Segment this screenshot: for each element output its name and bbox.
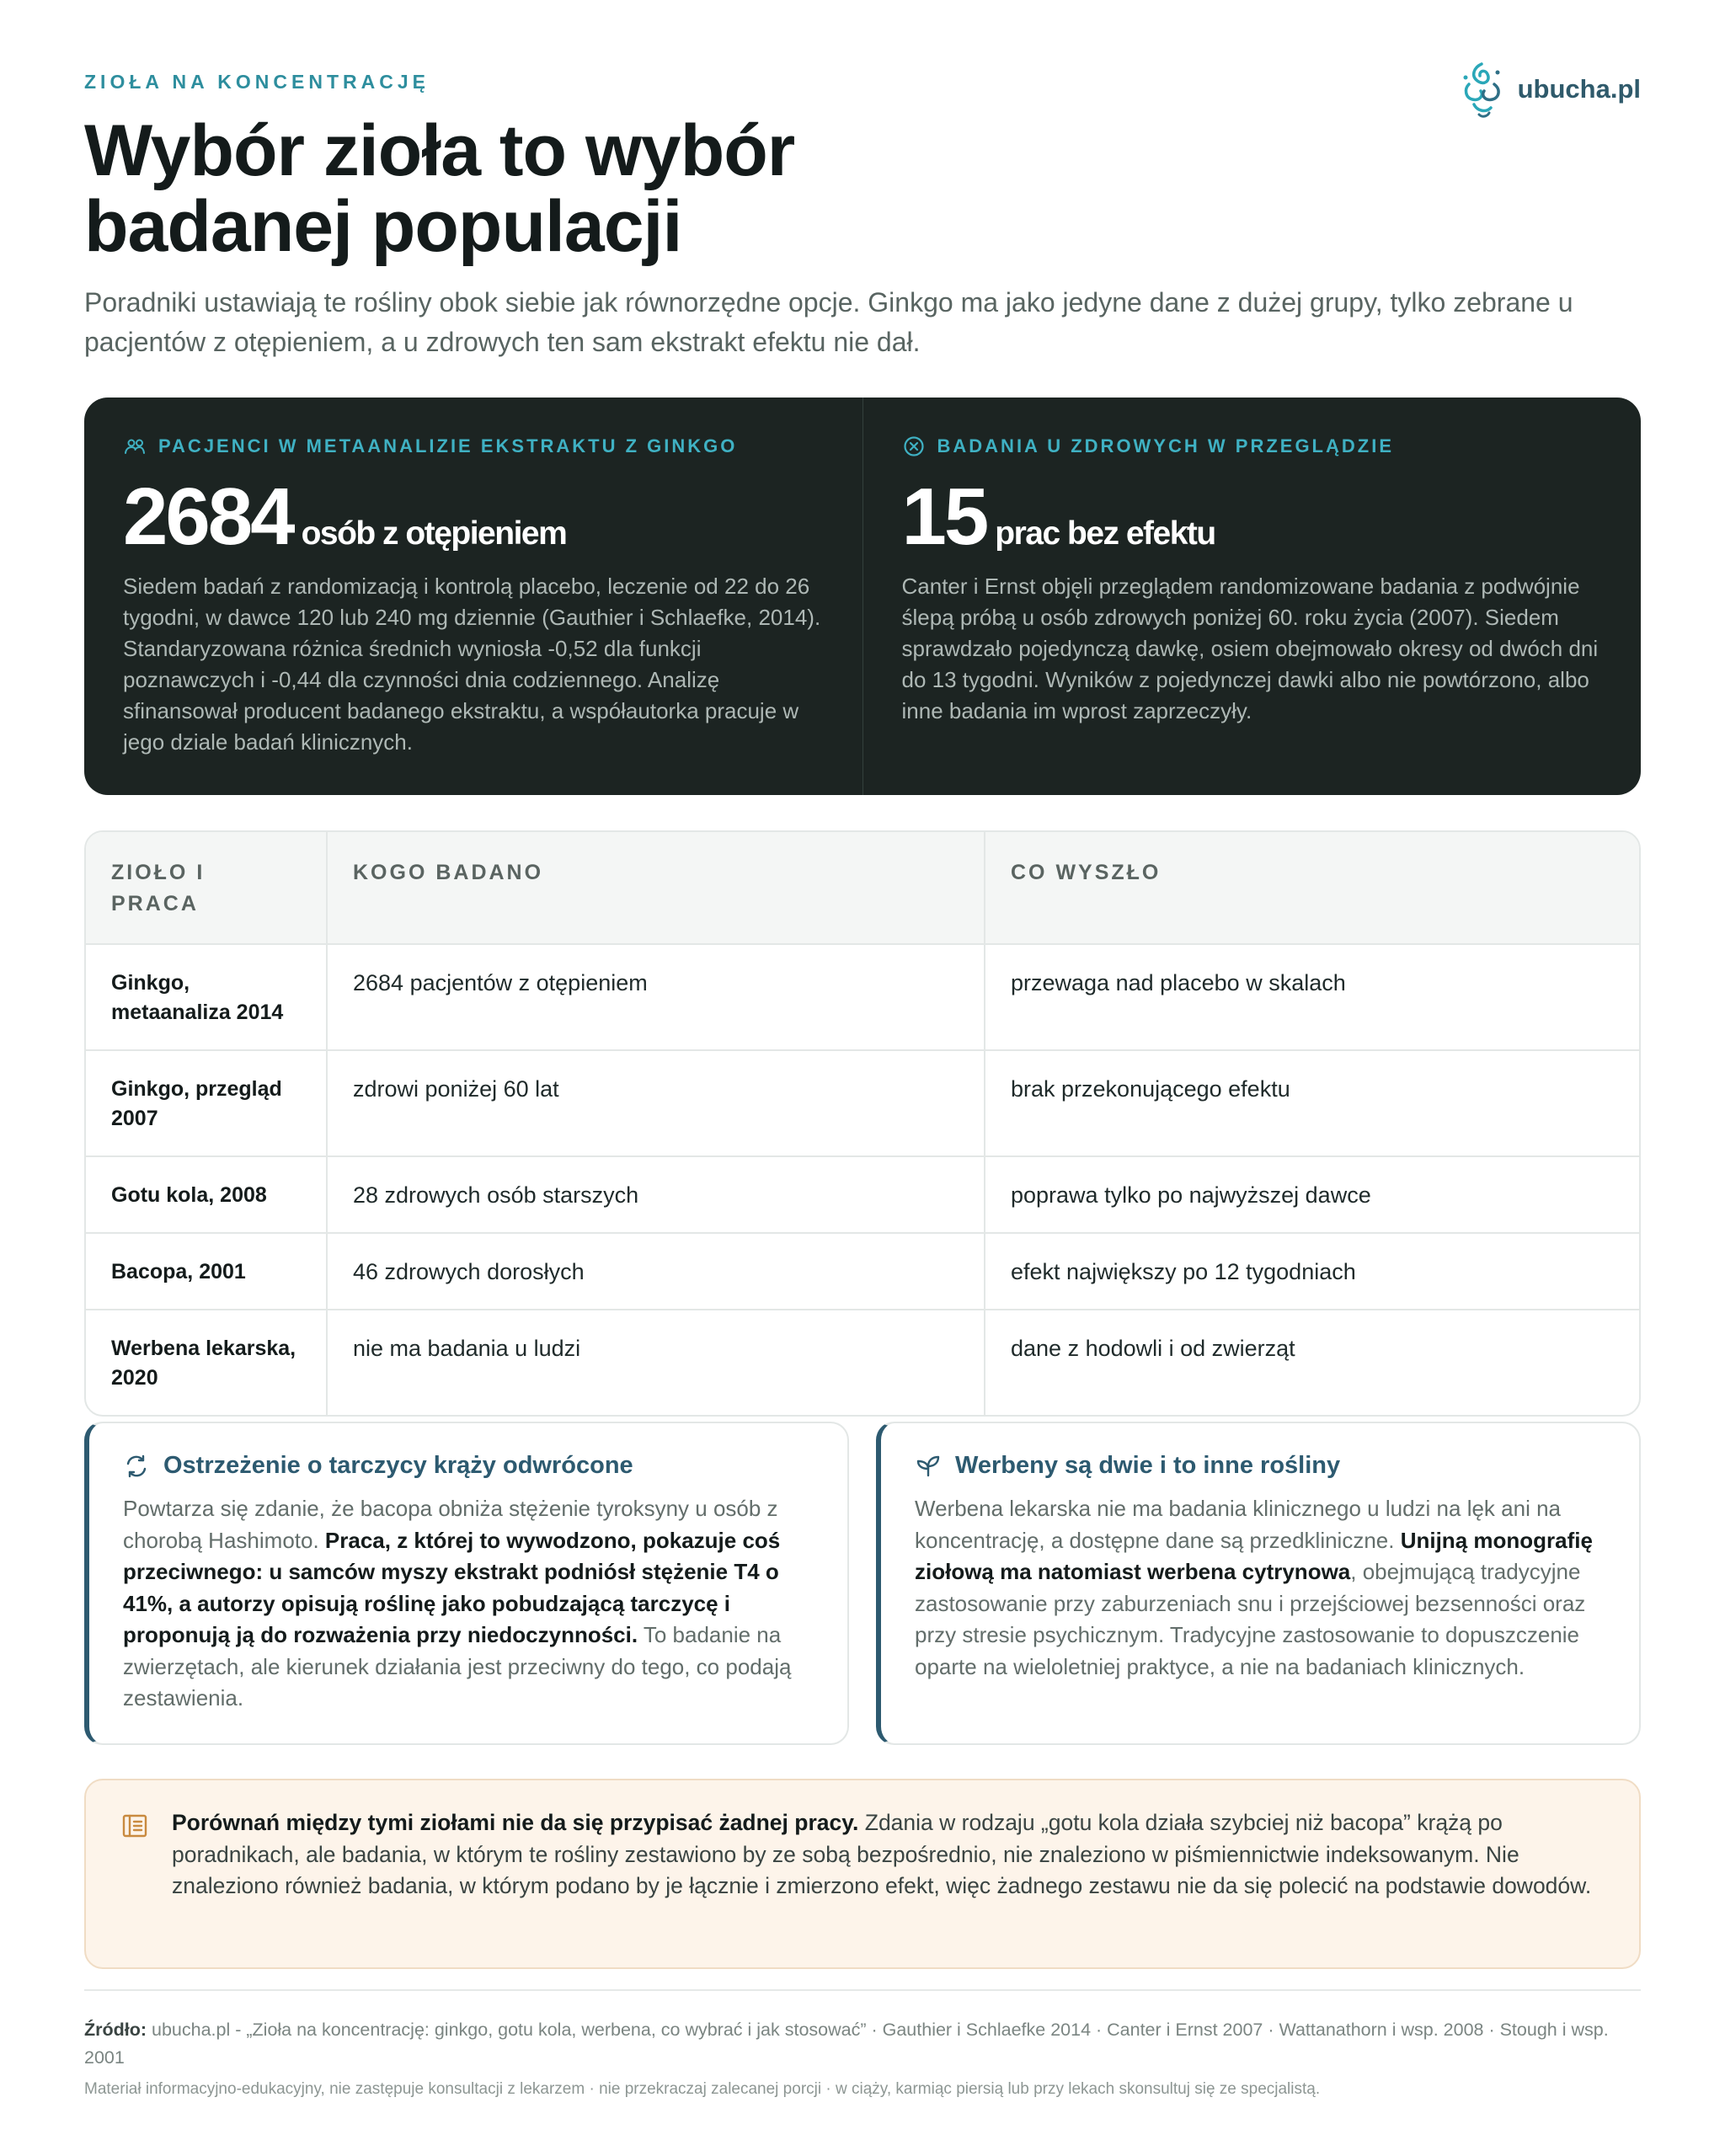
stat-number: 2684 <box>123 472 293 562</box>
cell-result: dane z hodowli i od zwierząt <box>985 1310 1639 1415</box>
card-text-bold: Unijną monografię ziołową ma natomiast werbena cytrynowa <box>915 1527 1593 1584</box>
stats-panel <box>84 398 1641 795</box>
footer-divider <box>84 1989 1641 1991</box>
card-text: Powtarza się zdanie, że bacopa obniża stężenie tyroksyny u osób z chorobą Hashimoto. <box>123 1496 778 1553</box>
stat-value <box>123 472 824 562</box>
card-body <box>915 1493 1609 1683</box>
cell-population: 28 zdrowych osób starszych <box>327 1156 985 1233</box>
column-header-result: CO WYSZŁO <box>985 832 1639 944</box>
stat-label <box>902 435 1603 458</box>
column-header-herb: ZIOŁO I PRACA <box>86 832 327 944</box>
document-list-icon <box>120 1811 150 1841</box>
stat-number: 15 <box>901 472 987 562</box>
circle-x-icon <box>902 435 926 458</box>
stat-unit: prac bez efektu <box>995 515 1215 552</box>
stat-value <box>901 472 1603 562</box>
source-text: ubucha.pl - „Zioła na koncentrację: ginkgo, gotu kola, werbena, co wybrać i jak stosować” · Gauthier i Schlaefke 2014 · Canter i Ernst 2007 · Wattanathorn i wsp. 2008 · Stough i wsp. 2001 <box>84 2020 1609 2068</box>
stat-label-text: PACJENCI W METAANALIZIE EKSTRAKTU Z GINKGO <box>158 435 738 456</box>
kombucha-logo-icon <box>1457 59 1506 120</box>
note-body: Zdania w rodzaju „gotu kola działa szybciej niż bacopa” krążą po poradnikach, ale badania, w którym te rośliny zestawiono by ze sobą bezpośrednio, nie znaleziono w piśmiennictwie indeksowanym. Nie znaleziono również badania, w którym podano by je łącznie i zmierzono efekt, więc żadnego zestawu nie da się polecić na podstawie dowodów. <box>172 1810 1592 1898</box>
stat-unit: osób z otępieniem <box>301 515 567 552</box>
cell-herb: Ginkgo, przegląd 2007 <box>86 1050 327 1156</box>
stat-description: Siedem badań z randomizacją i kontrolą placebo, leczenie od 22 do 26 tygodni, w dawce 120 lub 240 mg dziennie (Gauthier i Schlaefke, 2014). Standaryzowana różnica średnich wyniosła -0,52 dla funkcji poznawczych i -0,44 dla czynności dnia codziennego. Analizę sfinansował producent badanego ekstraktu, a współautorka pracuje w jego dziale badań klinicznych. <box>123 574 821 755</box>
cell-population: nie ma badania u ludzi <box>327 1310 985 1415</box>
cell-result: brak przekonującego efektu <box>985 1050 1639 1156</box>
thyroid-warning-card <box>84 1422 849 1745</box>
column-header-population: KOGO BADANO <box>327 832 985 944</box>
card-heading <box>123 1452 817 1480</box>
eyebrow-label: ZIOŁA NA KONCENTRACJĘ <box>84 71 430 93</box>
card-body <box>123 1493 817 1715</box>
cell-herb: Ginkgo, metaanaliza 2014 <box>86 944 327 1050</box>
stat-healthy-studies <box>862 398 1642 795</box>
stat-label-text: BADANIA U ZDROWYCH W PRZEGLĄDZIE <box>937 435 1394 456</box>
stat-description: Canter i Ernst objęli przeglądem randomizowane badania z podwójnie ślepą próbą u osób zdrowych poniżej 60. roku życia (2007). Siedem sprawdzało pojedynczą dawkę, osiem obejmowało okresy od dwóch dni do 13 tygodni. Wyników z pojedynczej dawki albo nie powtórzono, albo inne badania im wprost zaprzeczyły. <box>901 574 1599 723</box>
table-row <box>86 1310 1639 1415</box>
card-text: , obejmującą tradycyjne zastosowanie przy zaburzeniach snu i przejściowej bezsenności oraz przy stresie psychicznym. Tradycyjne zastosowanie to dopuszczenie oparte na wieloletniej praktyce, a nie na badaniach klinicznych. <box>915 1559 1586 1679</box>
card-heading <box>915 1452 1609 1480</box>
logo[interactable] <box>1457 59 1641 120</box>
table-header-row <box>86 832 1639 944</box>
stat-label <box>123 435 824 458</box>
cell-population: 46 zdrowych dorosłych <box>327 1233 985 1310</box>
title-line-2: badanej populacji <box>84 186 682 267</box>
people-icon <box>123 435 147 458</box>
cell-population: 2684 pacjentów z otępieniem <box>327 944 985 1050</box>
card-title: Werbeny są dwie i to inne rośliny <box>955 1452 1341 1479</box>
card-title: Ostrzeżenie o tarczycy krąży odwrócone <box>163 1452 633 1479</box>
lead-paragraph: Poradniki ustawiają te rośliny obok siebie jak równorzędne opcje. Ginkgo ma jako jedyne dane z dużej grupy, tylko zebrane u pacjentów z otępieniem, a u zdrowych ten sam ekstrakt efektu nie dał. <box>84 287 1573 357</box>
table-row <box>86 1156 1639 1233</box>
comparison-table <box>84 830 1641 1417</box>
page-title <box>84 110 795 267</box>
refresh-arrows-icon <box>123 1453 150 1480</box>
card-text: To badanie na zwierzętach, ale kierunek działania jest przeciwny do tego, co podają zestawienia. <box>123 1622 792 1710</box>
disclaimer: Materiał informacyjno-edukacyjny, nie zastępuje konsultacji z lekarzem · nie przekraczaj zalecanej porcji · w ciąży, karmiąc piersią lub przy lekach skonsultuj się ze specjalistą. <box>84 2080 1321 2098</box>
note-text <box>172 1807 1605 1967</box>
card-text-bold: Praca, z której to wywodzono, pokazuje coś przeciwnego: u samców myszy ekstrakt podniósł stężenie T4 o 41%, a autorzy opisują roślinę jako pobudzającą tarczycę i proponują ją do rozważenia przy niedoczynności. <box>123 1527 781 1647</box>
cell-result: przewaga nad placebo w skalach <box>985 944 1639 1050</box>
note-bold: Porównań między tymi ziołami nie da się przypisać żadnej pracy. <box>172 1810 859 1835</box>
comparison-note <box>84 1779 1641 1969</box>
cell-herb: Werbena lekarska, 2020 <box>86 1310 327 1415</box>
source-citation <box>84 2016 1641 2072</box>
table-row <box>86 944 1639 1050</box>
source-label: Źródło: <box>84 2020 147 2040</box>
card-text: Werbena lekarska nie ma badania klinicznego u ludzi na lęk ani na koncentrację, a dostępne dane są przedkliniczne. <box>915 1496 1561 1553</box>
leaf-icon <box>915 1453 942 1480</box>
stat-dementia-patients <box>84 398 862 795</box>
logo-text: ubucha.pl <box>1517 74 1641 104</box>
cell-population: zdrowi poniżej 60 lat <box>327 1050 985 1156</box>
table-row <box>86 1233 1639 1310</box>
verbena-card <box>876 1422 1641 1745</box>
cell-herb: Gotu kola, 2008 <box>86 1156 327 1233</box>
cell-herb: Bacopa, 2001 <box>86 1233 327 1310</box>
cell-result: efekt największy po 12 tygodniach <box>985 1233 1639 1310</box>
title-line-1: Wybór zioła to wybór <box>84 110 795 191</box>
cell-result: poprawa tylko po najwyższej dawce <box>985 1156 1639 1233</box>
table-row <box>86 1050 1639 1156</box>
